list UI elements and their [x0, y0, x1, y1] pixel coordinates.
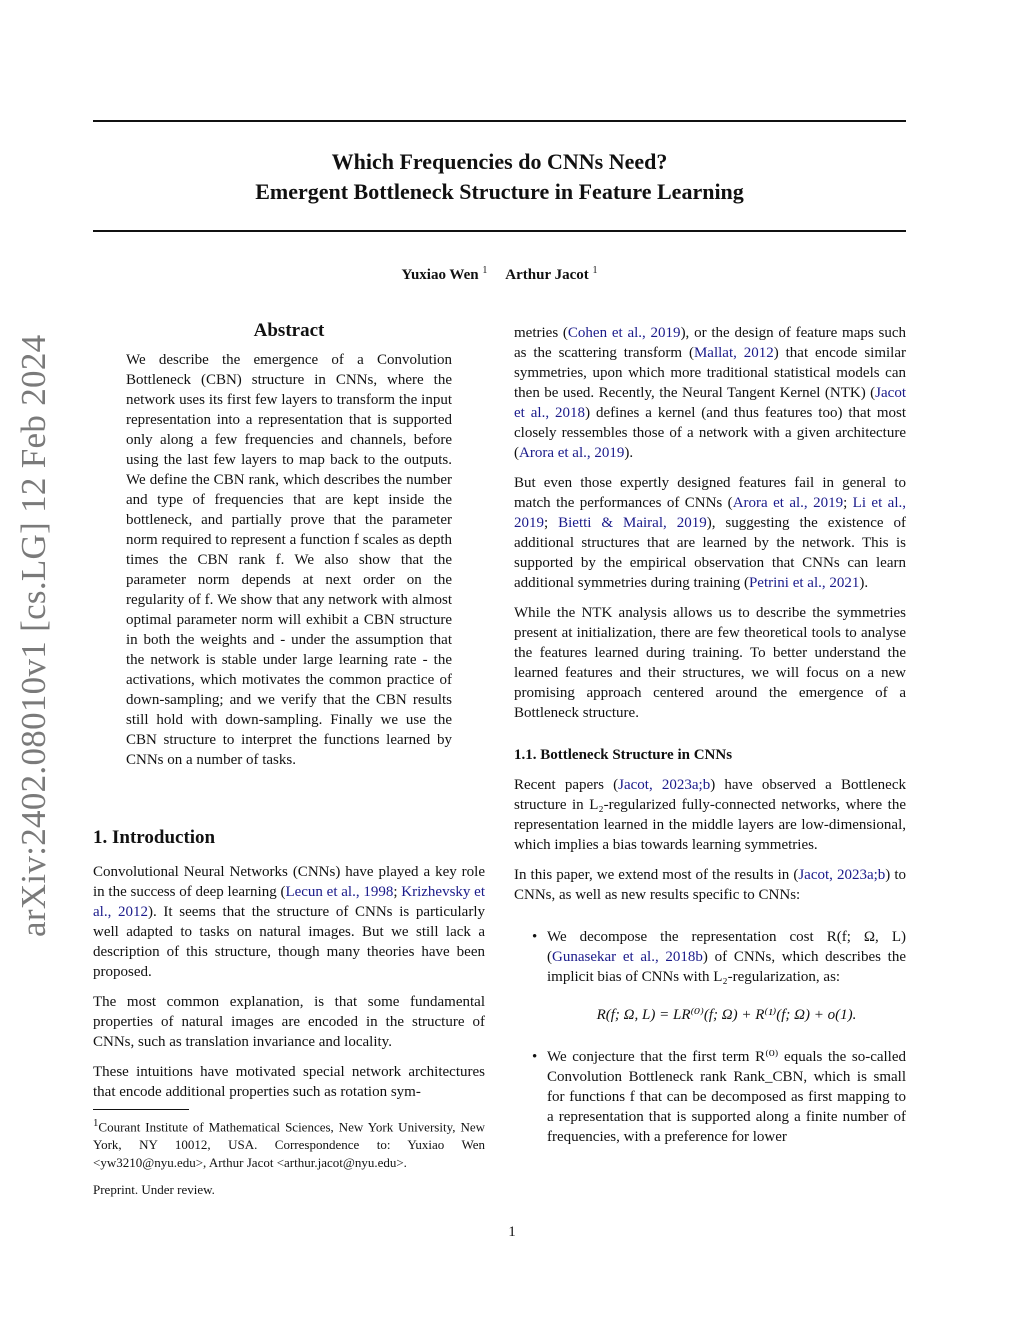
text-span: ). — [859, 575, 869, 591]
top-rule — [93, 120, 906, 122]
section-heading-introduction: 1. Introduction — [93, 827, 216, 848]
body-paragraph — [514, 865, 906, 905]
text-span: In this paper, we extend most of the results in ( — [514, 867, 799, 883]
abstract-heading: Abstract — [253, 320, 325, 341]
text-span: Recent papers ( — [514, 777, 619, 793]
affiliation-mark: 1 — [482, 265, 488, 276]
subsection-heading: 1.1. Bottleneck Structure in CNNs — [514, 747, 733, 763]
list-item: • We conjecture that the first term R⁽⁰⁾ equals the so-called Convolution Bottleneck rank Rank_CBN, which is small for functions f that can be decomposed as first mapping to a representation that is supported along a finite number of frequencies, with a preference for lower — [514, 1047, 906, 1147]
body-paragraph — [514, 473, 906, 593]
citation-link[interactable]: Jacot, 2023a;b — [618, 777, 711, 793]
text-span: ) have observed a Bottleneck structure in L₂-regularized fully-connected networks, where the representation learned in the middle layers are low-dimensional, which implies a bias towards learning symmetries. — [514, 777, 906, 853]
author-name: Yuxiao Wen — [401, 267, 479, 283]
citation-link[interactable]: Arora et al., 2019 — [732, 495, 844, 511]
footnote — [93, 1114, 485, 1172]
citation-link[interactable]: Jacot, 2023a;b — [798, 867, 886, 883]
citation-link[interactable]: Cohen et al., 2019 — [567, 325, 681, 341]
text-span: Convolutional Neural Networks (CNNs) have played a key role in the success of deep learning ( — [93, 864, 485, 900]
left-column-body — [93, 862, 485, 1112]
body-paragraph: While the NTK analysis allows us to describe the symmetries present at initialization, there are few theoretical tools to analyse the features learned during training. To better understand the learned features and their structures, we will focus on a new promising approach centered around the emergence of a Bottleneck structure. — [514, 605, 906, 721]
citation-link[interactable]: Arora et al., 2019 — [519, 445, 625, 461]
equation: R(f; Ω, L) = LR⁽⁰⁾(f; Ω) + R⁽¹⁾(f; Ω) + o(1). — [596, 1007, 857, 1023]
right-column-body — [514, 323, 906, 1155]
footnote-rule — [93, 1109, 189, 1110]
body-paragraph — [514, 323, 906, 463]
intro-paragraph: The most common explanation, is that some fundamental properties of natural images are encoded in the structure of CNNs, such as translation invariance and locality. — [93, 994, 485, 1050]
footnote-text: Courant Institute of Mathematical Sciences, New York University, New York, NY 10012, USA. Correspondence to: Yuxiao Wen <yw3210@nyu.edu>, Arthur Jacot <arthur.jacot@nyu.edu>. — [93, 1119, 485, 1171]
citation-link[interactable]: Krizhevsky et al., 2012 — [93, 884, 485, 920]
paper-title-line-1: Which Frequencies do CNNs Need? — [331, 149, 668, 174]
text-span: ) to CNNs, as well as new results specific to CNNs: — [514, 867, 906, 903]
text-span: metries ( — [514, 325, 568, 341]
text-span: ), or the design of feature maps such as the scattering transform ( — [514, 325, 906, 361]
title-bottom-rule — [93, 230, 906, 232]
text-span: ; — [393, 884, 402, 900]
intro-paragraph: These intuitions have motivated special network architectures that encode additional properties such as rotation sym- — [93, 1064, 485, 1100]
citation-link[interactable]: Jacot et al., 2018 — [514, 385, 906, 421]
text-span: We decompose the representation cost R(f; Ω, L) ( — [547, 929, 906, 965]
citation-link[interactable]: Gunasekar et al., 2018b — [552, 949, 703, 965]
citation-link[interactable]: Mallat, 2012 — [693, 345, 774, 361]
text-span: ; — [544, 515, 559, 531]
abstract-text: We describe the emergence of a Convolution Bottleneck (CBN) structure in CNNs, where the network uses its first few layers to transform the input representation into a representation that is supported only along a few frequencies and channels, before using the last few layers to map back to the outputs. We define the CBN rank, which describes the number and type of frequencies that are kept inside the bottleneck, and partially prove that the parameter norm required to represent a function f scales as depth times the CBN rank f. We also show that the parameter norm depends at next order on the regularity of f. We show that any network with almost optimal parameter norm will exhibit a CBN structure in both the weights and - under the assumption that the network is stable under large learning rate - the activations, which motivates the common practice of down-sampling; and we verify that the CBN results still hold with down-sampling. Finally we use the CBN structure to interpret the functions learned by CNNs on a number of tasks. — [126, 352, 452, 768]
body-paragraph — [514, 775, 906, 855]
text-span: ). It seems that the structure of CNNs is particularly well adapted to tasks on natural images. But we still lack a description of this structure, though many theories have been proposed. — [93, 904, 485, 980]
affiliation-mark: 1 — [592, 265, 598, 276]
citation-link[interactable]: Petrini et al., 2021 — [748, 575, 860, 591]
text-span: But even those expertly designed features fail in general to match the performances of CNNs ( — [514, 475, 906, 511]
text-span: ) that encode similar symmetries, upon which more traditional statistical models can then be used. Recently, the Neural Tangent Kernel (NTK) ( — [514, 345, 907, 401]
citation-link[interactable]: Lecun et al., 1998 — [285, 884, 394, 900]
text-span: ; — [843, 495, 853, 511]
list-item — [514, 927, 906, 1025]
citation-link[interactable]: Li et al., 2019 — [514, 495, 906, 531]
text-span: ) defines a kernel (and thus features too) that most closely ressembles those of a network with a given architecture ( — [514, 405, 907, 461]
footnote-mark: 1 — [93, 1117, 99, 1129]
arxiv-stamp: arXiv:2402.08010v1 [cs.LG] 12 Feb 2024 — [14, 334, 53, 937]
preprint-note: Preprint. Under review. — [93, 1182, 215, 1197]
intro-paragraph — [93, 862, 485, 982]
contribution-list — [514, 927, 906, 1147]
author-name: Arthur Jacot — [505, 267, 589, 283]
text-span: ) of CNNs, which describes the implicit bias of CNNs with L₂-regularization, as: — [547, 949, 906, 985]
citation-link[interactable]: Bietti & Mairal, 2019 — [558, 515, 707, 531]
author-list — [93, 265, 906, 284]
page-number: 1 — [508, 1224, 516, 1240]
paper-title-line-2: Emergent Bottleneck Structure in Feature Learning — [255, 179, 744, 204]
text-span: ). — [624, 445, 634, 461]
text-span: ), suggesting the existence of additional structures that are learned by the network. This is supported by the empirical observation that CNNs can learn additional symmetries during training ( — [514, 515, 907, 591]
